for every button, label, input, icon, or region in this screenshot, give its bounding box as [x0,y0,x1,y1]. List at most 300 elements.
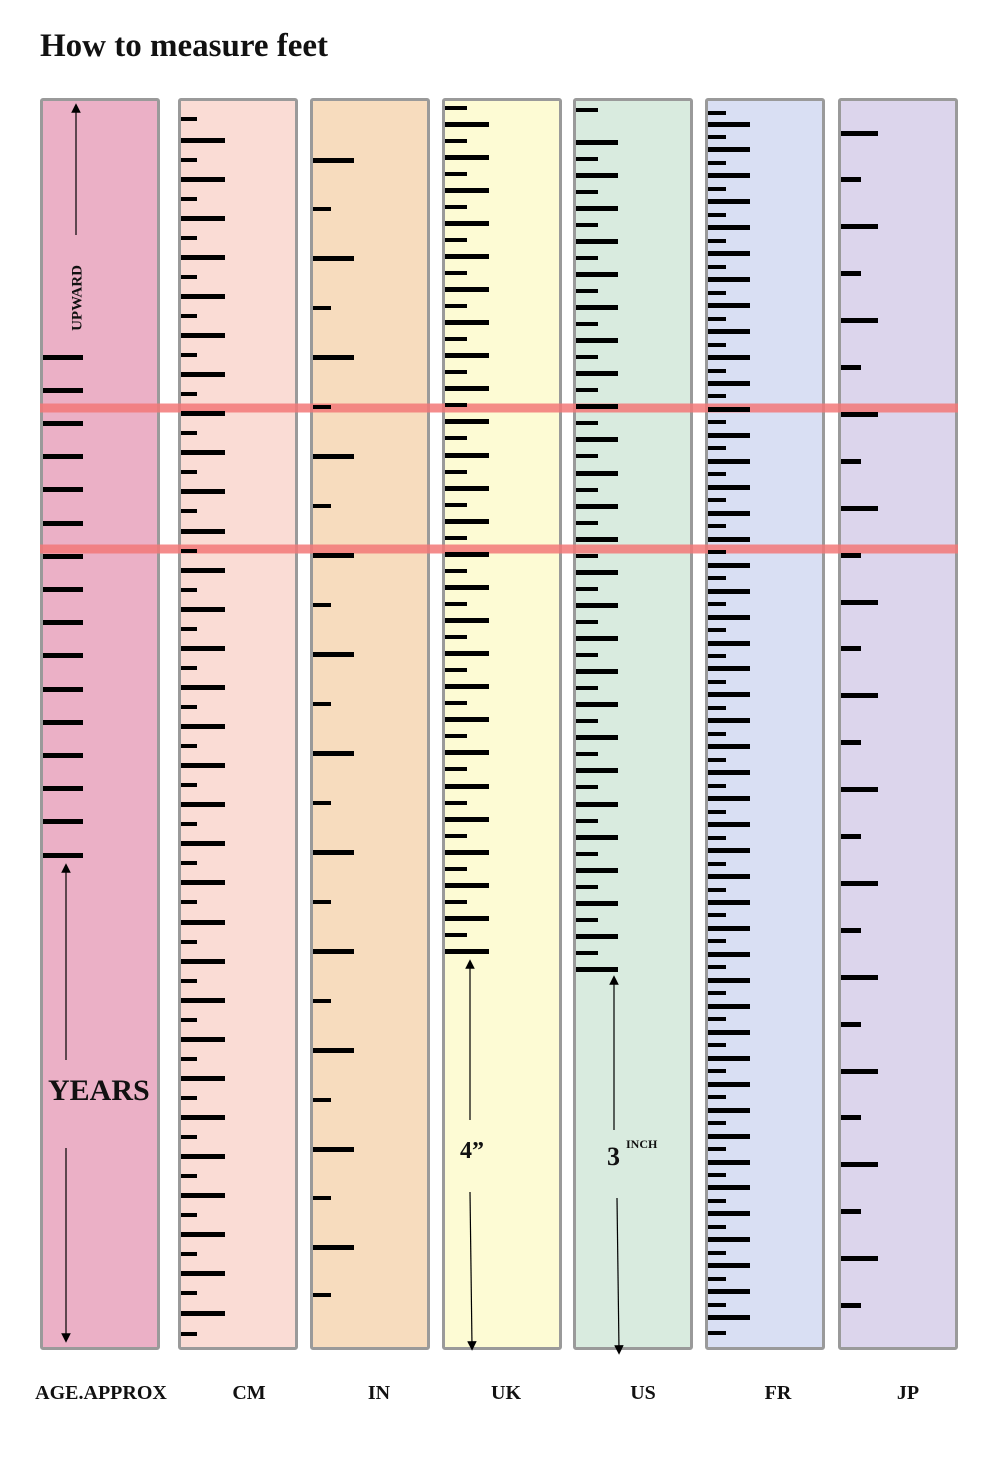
fr-minor-tick [708,213,726,217]
fr-tick [708,1108,750,1113]
fr-tick [708,1004,750,1009]
jp-tick [841,506,878,511]
fr-minor-tick [708,1225,726,1229]
jp-tick [841,224,878,229]
us-tick [576,272,618,277]
us-down-arrow [617,1198,619,1350]
fr-tick [708,822,750,827]
age-tick [43,819,83,824]
us-minor-tick [576,355,598,359]
uk-minor-tick [445,503,467,507]
cm-tick [181,880,225,885]
us-tick [576,173,618,178]
fr-tick [708,459,750,464]
cm-minor-tick [181,314,197,318]
us-minor-tick [576,223,598,227]
in-minor-tick [313,207,331,211]
age-tick [43,753,83,758]
uk-tick [445,817,489,822]
uk-tick [445,221,489,226]
cm-minor-tick [181,1252,197,1256]
age-tick [43,487,83,492]
uk-tick [445,386,489,391]
uk-minor-tick [445,304,467,308]
in-minor-tick [313,306,331,310]
cm-tick [181,333,225,338]
jp-tick [841,881,878,886]
in-tick [313,256,354,261]
jp-tick [841,553,861,558]
fr-tick [708,615,750,620]
us-tick [576,206,618,211]
cm-minor-tick [181,158,197,162]
us-tick [576,901,618,906]
fr-minor-tick [708,446,726,450]
cm-tick [181,1115,225,1120]
cm-tick [181,1271,225,1276]
uk-tick [445,419,489,424]
us-tick [576,802,618,807]
upward-label: UPWARD [69,265,86,331]
fr-tick [708,900,750,905]
column-label-uk: UK [491,1382,521,1404]
in-minor-tick [313,900,331,904]
fr-tick [708,381,750,386]
cm-minor-tick [181,275,197,279]
in-tick [313,1048,354,1053]
us-tick [576,471,618,476]
us-tick [576,835,618,840]
age-tick [43,786,83,791]
guide-line-upper [40,404,958,413]
uk-minor-tick [445,238,467,242]
fr-tick [708,433,750,438]
cm-minor-tick [181,627,197,631]
us-minor-tick [576,686,598,690]
fr-tick [708,666,750,671]
jp-tick [841,318,878,323]
fr-minor-tick [708,654,726,658]
fr-tick [708,329,750,334]
cm-minor-tick [181,117,197,121]
uk-tick [445,552,489,557]
fr-minor-tick [708,394,726,398]
fr-tick [708,1134,750,1139]
fr-tick [708,511,750,516]
fr-tick [708,1211,750,1216]
fr-tick [708,407,750,412]
cm-minor-tick [181,822,197,826]
fr-minor-tick [708,1303,726,1307]
fr-tick [708,978,750,983]
us-minor-tick [576,885,598,889]
cm-minor-tick [181,1018,197,1022]
uk-tick [445,353,489,358]
in-minor-tick [313,405,331,409]
fr-minor-tick [708,265,726,269]
us-tick [576,934,618,939]
cm-minor-tick [181,549,197,553]
jp-tick [841,365,861,370]
jp-tick [841,600,878,605]
uk-tick [445,287,489,292]
us-minor-tick [576,488,598,492]
fr-minor-tick [708,1251,726,1255]
fr-minor-tick [708,965,726,969]
fr-tick [708,952,750,957]
cm-minor-tick [181,783,197,787]
us-tick [576,537,618,542]
fr-tick [708,563,750,568]
in-tick [313,1245,354,1250]
fr-minor-tick [708,732,726,736]
us-minor-tick [576,256,598,260]
jp-tick [841,834,861,839]
us-minor-tick [576,190,598,194]
uk-minor-tick [445,867,467,871]
in-tick [313,355,354,360]
column-label-us: US [630,1382,656,1404]
fr-minor-tick [708,111,726,115]
us-tick [576,768,618,773]
in-tick [313,751,354,756]
fr-tick [708,770,750,775]
uk-minor-tick [445,668,467,672]
uk-minor-tick [445,767,467,771]
jp-tick [841,1162,878,1167]
us-minor-tick [576,918,598,922]
uk-minor-tick [445,205,467,209]
in-tick [313,158,354,163]
fr-tick [708,1315,750,1320]
uk-minor-tick [445,106,467,110]
jp-tick [841,1209,861,1214]
us-tick [576,140,618,145]
us-tick [576,669,618,674]
uk-tick [445,585,489,590]
us-tick [576,305,618,310]
fr-minor-tick [708,1173,726,1177]
years-label: YEARS [48,1074,150,1107]
uk-tick [445,717,489,722]
uk-tick [445,188,489,193]
age-tick [43,388,83,393]
age-tick [43,554,83,559]
age-tick [43,653,83,658]
fr-tick [708,122,750,127]
cm-tick [181,724,225,729]
fr-tick [708,173,750,178]
fr-tick [708,718,750,723]
us-tick [576,239,618,244]
cm-tick [181,411,225,416]
uk-minor-tick [445,569,467,573]
fr-minor-tick [708,836,726,840]
us-tick [576,437,618,442]
fr-minor-tick [708,888,726,892]
in-tick [313,652,354,657]
cm-tick [181,841,225,846]
uk-tick [445,519,489,524]
cm-tick [181,607,225,612]
fr-minor-tick [708,524,726,528]
cm-minor-tick [181,940,197,944]
us-minor-tick [576,521,598,525]
fr-minor-tick [708,1199,726,1203]
jp-tick [841,131,878,136]
us-tick [576,702,618,707]
jp-tick [841,1303,861,1308]
uk-tick [445,122,489,127]
cm-minor-tick [181,470,197,474]
us-minor-tick [576,157,598,161]
fr-tick [708,199,750,204]
us-minor-tick [576,951,598,955]
uk-minor-tick [445,635,467,639]
cm-minor-tick [181,1057,197,1061]
uk-minor-tick [445,139,467,143]
cm-minor-tick [181,392,197,396]
fr-minor-tick [708,187,726,191]
jp-tick [841,271,861,276]
uk-tick [445,320,489,325]
age-tick [43,421,83,426]
cm-tick [181,1193,225,1198]
in-minor-tick [313,1196,331,1200]
fr-minor-tick [708,758,726,762]
in-minor-tick [313,702,331,706]
jp-tick [841,693,878,698]
cm-minor-tick [181,353,197,357]
cm-tick [181,998,225,1003]
cm-minor-tick [181,588,197,592]
uk-minor-tick [445,337,467,341]
cm-tick [181,1154,225,1159]
jp-tick [841,1022,861,1027]
uk-tick [445,684,489,689]
fr-minor-tick [708,291,726,295]
us-tick [576,371,618,376]
guide-line-lower [40,545,958,554]
uk-tick [445,651,489,656]
us-tick [576,636,618,641]
cm-tick [181,646,225,651]
us-tick [576,868,618,873]
fr-minor-tick [708,810,726,814]
fr-minor-tick [708,369,726,373]
uk-minor-tick [445,172,467,176]
cm-tick [181,177,225,182]
us-minor-tick [576,752,598,756]
fr-tick [708,1030,750,1035]
cm-tick [181,1076,225,1081]
fr-minor-tick [708,343,726,347]
us-tick [576,735,618,740]
uk-minor-tick [445,271,467,275]
jp-tick [841,646,861,651]
fr-tick [708,277,750,282]
cm-minor-tick [181,666,197,670]
cm-tick [181,294,225,299]
fr-tick [708,1289,750,1294]
us-minor-tick [576,322,598,326]
fr-minor-tick [708,472,726,476]
cm-minor-tick [181,861,197,865]
age-tick [43,853,83,858]
fr-tick [708,147,750,152]
fr-minor-tick [708,1277,726,1281]
fr-tick [708,926,750,931]
cm-minor-tick [181,744,197,748]
cm-minor-tick [181,1213,197,1217]
cm-tick [181,489,225,494]
in-minor-tick [313,1098,331,1102]
uk-tick [445,618,489,623]
fr-minor-tick [708,576,726,580]
fr-tick [708,303,750,308]
uk-down-arrow [470,1192,472,1346]
cm-tick [181,1232,225,1237]
us-minor-tick [576,852,598,856]
uk-tick [445,453,489,458]
us-tick [576,404,618,409]
fr-minor-tick [708,239,726,243]
in-tick [313,1147,354,1152]
fr-tick [708,1160,750,1165]
age-tick [43,587,83,592]
us-minor-tick [576,454,598,458]
us-minor-tick [576,620,598,624]
cm-tick [181,1037,225,1042]
fr-minor-tick [708,1069,726,1073]
fr-minor-tick [708,706,726,710]
cm-tick [181,529,225,534]
fr-minor-tick [708,680,726,684]
fr-tick [708,1263,750,1268]
age-tick [43,620,83,625]
fr-tick [708,874,750,879]
uk-minor-tick [445,834,467,838]
uk-minor-tick [445,602,467,606]
us-minor-tick [576,719,598,723]
column-label-age: AGE.APPROX [35,1382,167,1404]
uk-minor-tick [445,436,467,440]
uk-minor-tick [445,536,467,540]
fr-minor-tick [708,628,726,632]
cm-tick [181,138,225,143]
uk-minor-tick [445,734,467,738]
fr-minor-tick [708,862,726,866]
jp-tick [841,928,861,933]
fr-tick [708,485,750,490]
us-unit-label: INCH [626,1137,658,1151]
fr-tick [708,1082,750,1087]
jp-tick [841,459,861,464]
fr-minor-tick [708,135,726,139]
cm-minor-tick [181,197,197,201]
uk-tick [445,750,489,755]
fr-minor-tick [708,602,726,606]
age-tick [43,355,83,360]
cm-minor-tick [181,431,197,435]
fr-tick [708,225,750,230]
in-minor-tick [313,603,331,607]
fr-minor-tick [708,1043,726,1047]
cm-tick [181,568,225,573]
cm-tick [181,920,225,925]
column-label-jp: JP [896,1382,920,1404]
fr-minor-tick [708,939,726,943]
cm-tick [181,763,225,768]
us-minor-tick [576,819,598,823]
cm-minor-tick [181,705,197,709]
fr-minor-tick [708,1017,726,1021]
fr-minor-tick [708,1147,726,1151]
us-minor-tick [576,587,598,591]
fr-tick [708,848,750,853]
uk-minor-tick [445,403,467,407]
uk-tick [445,949,489,954]
jp-tick [841,1115,861,1120]
cm-minor-tick [181,1174,197,1178]
uk-minor-tick [445,470,467,474]
fr-tick [708,744,750,749]
column-label-cm: CM [232,1382,266,1404]
age-tick [43,454,83,459]
fr-tick [708,1185,750,1190]
cm-minor-tick [181,1291,197,1295]
fr-tick [708,537,750,542]
us-length-label: 3 [607,1142,620,1171]
uk-length-label: 4” [460,1138,484,1164]
jp-tick [841,412,878,417]
us-minor-tick [576,289,598,293]
column-label-in: IN [367,1382,391,1404]
us-minor-tick [576,388,598,392]
us-minor-tick [576,108,598,112]
in-minor-tick [313,801,331,805]
fr-tick [708,355,750,360]
cm-minor-tick [181,900,197,904]
jp-tick [841,740,861,745]
uk-tick [445,850,489,855]
fr-tick [708,589,750,594]
uk-tick [445,155,489,160]
us-tick [576,967,618,972]
jp-tick [841,975,878,980]
us-minor-tick [576,653,598,657]
jp-tick [841,177,861,182]
uk-tick [445,916,489,921]
page-title: How to measure feet [40,28,329,64]
uk-minor-tick [445,900,467,904]
cm-minor-tick [181,236,197,240]
fr-tick [708,692,750,697]
cm-tick [181,255,225,260]
cm-minor-tick [181,509,197,513]
fr-minor-tick [708,420,726,424]
us-tick [576,504,618,509]
uk-tick [445,486,489,491]
fr-minor-tick [708,1331,726,1335]
cm-minor-tick [181,979,197,983]
us-tick [576,603,618,608]
fr-tick [708,796,750,801]
age-tick [43,720,83,725]
age-tick [43,687,83,692]
cm-minor-tick [181,1332,197,1336]
cm-tick [181,216,225,221]
